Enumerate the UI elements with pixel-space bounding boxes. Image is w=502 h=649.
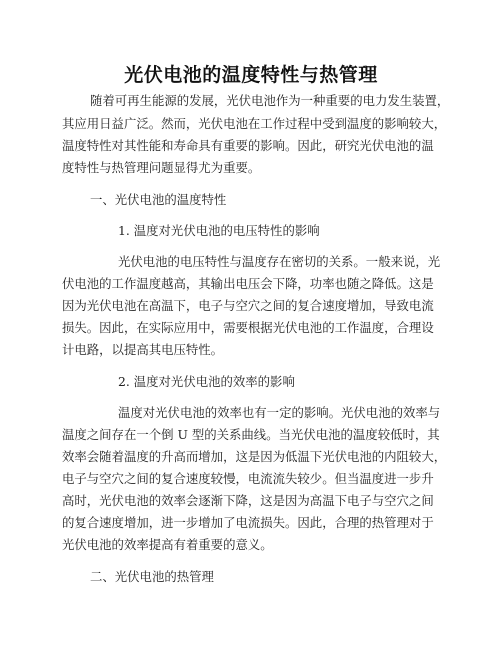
paragraph-line: 电子与空穴之间的复合速度较慢，电流流失较少。但当温度进一步升 xyxy=(62,471,434,486)
section-heading: 二、光伏电池的热管理 xyxy=(90,569,214,584)
paragraph-line: 温度特性对其性能和寿命具有重要的影响。因此，研究光伏电池的温 xyxy=(62,138,434,153)
section-heading: 一、光伏电池的温度特性 xyxy=(90,192,227,207)
paragraph-line: 度特性与热管理问题显得尤为重要。 xyxy=(62,160,261,175)
paragraph-line: 其应用日益广泛。然而，光伏电池在工作过程中受到温度的影响较大， xyxy=(62,116,447,131)
paragraph-line: 随着可再生能源的发展，光伏电池作为一种重要的电力发生装置， xyxy=(90,93,450,108)
paragraph-line: 光伏电池的电压特性与温度存在密切的关系。一般来说，光 xyxy=(118,254,441,269)
paragraph-line: 计电路，以提高其电压特性。 xyxy=(62,342,224,357)
subsection-heading: 1. 温度对光伏电池的电压特性的影响 xyxy=(118,223,320,238)
paragraph-line: 温度对光伏电池的效率也有一定的影响。光伏电池的效率与 xyxy=(118,405,441,420)
paragraph-line: 高时，光伏电池的效率会逐渐下降，这是因为高温下电子与空穴之间 xyxy=(62,493,434,508)
paragraph-line: 效率会随着温度的升高而增加，这是因为低温下光伏电池的内阻较大， xyxy=(62,449,447,464)
paragraph-line: 光伏电池的效率提高有着重要的意义。 xyxy=(62,537,273,552)
paragraph-line: 的复合速度增加，进一步增加了电流损失。因此，合理的热管理对于 xyxy=(62,515,434,530)
subsection-heading: 2. 温度对光伏电池的效率的影响 xyxy=(118,374,295,389)
paragraph-line: 伏电池的工作温度越高，其输出电压会下降，功率也随之降低。这是 xyxy=(62,276,434,291)
paragraph-line: 损失。因此，在实际应用中，需要根据光伏电池的工作温度，合理设 xyxy=(62,320,434,335)
paragraph-line: 温度之间存在一个倒 U 型的关系曲线。当光伏电池的温度较低时，其 xyxy=(62,427,440,442)
document-title: 光伏电池的温度特性与热管理 xyxy=(124,64,378,86)
paragraph-line: 因为光伏电池在高温下，电子与空穴之间的复合速度增加，导致电流 xyxy=(62,298,434,313)
